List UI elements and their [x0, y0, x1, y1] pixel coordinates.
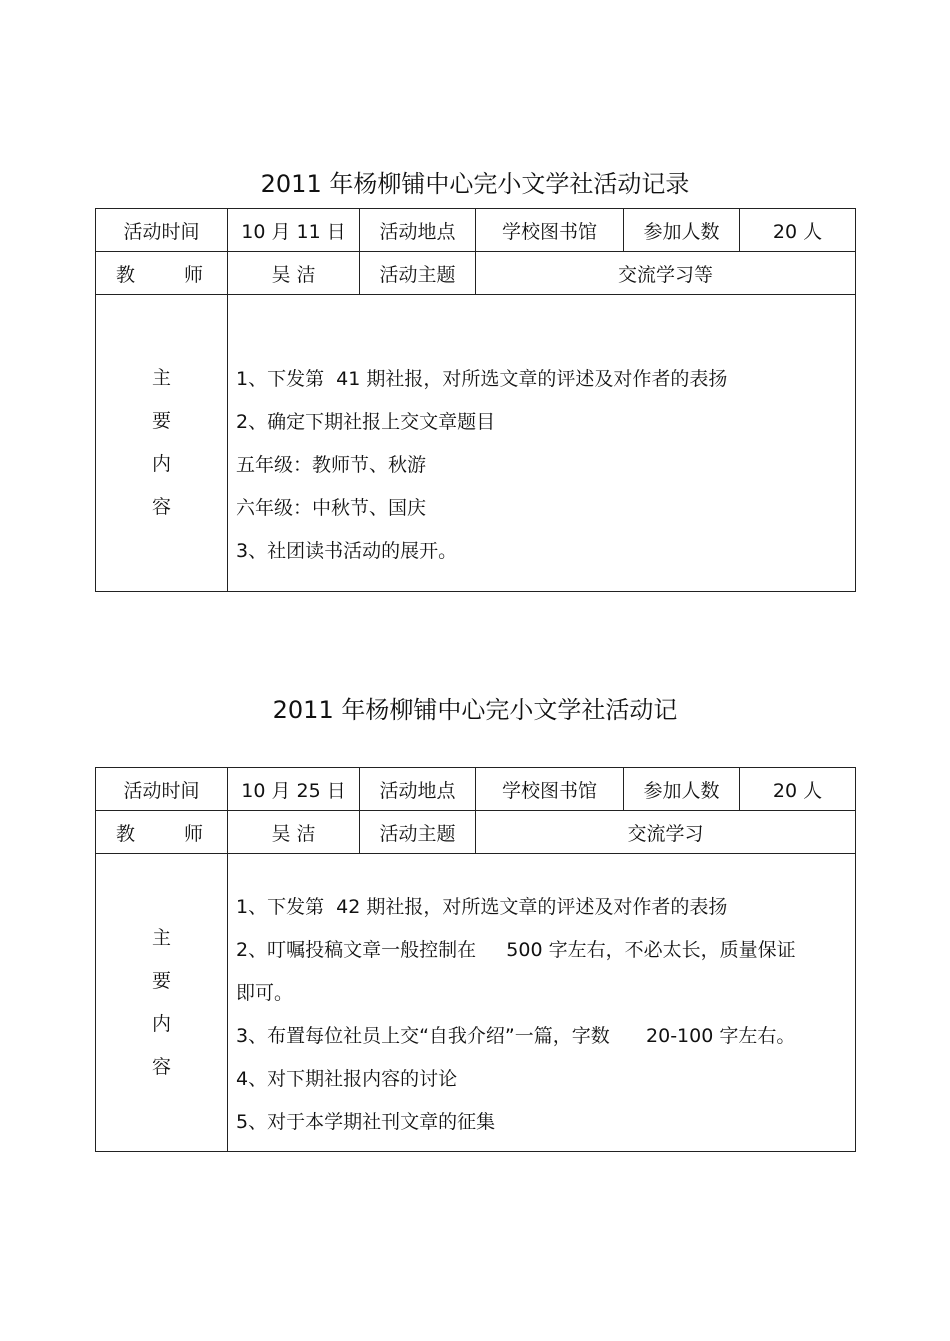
content-label — [96, 295, 228, 592]
content-line: 六年级：中秋节、国庆 — [236, 496, 427, 519]
record-1-teacher-row — [96, 252, 856, 295]
theme-value: 交流学习等 — [476, 252, 856, 295]
record-2-teacher-row — [96, 811, 856, 854]
content-label — [96, 854, 228, 1152]
content-line: 五年级：教师节、秋游 — [236, 453, 427, 476]
content-line: 3、社团读书活动的展开。 — [236, 539, 458, 562]
content-label-text: 主要内容 — [151, 926, 171, 1078]
record-2-content-row — [96, 854, 856, 1152]
record-2-table — [95, 767, 856, 1152]
theme-label: 活动主题 — [360, 811, 476, 854]
time-value: 10 月 11 日 — [228, 209, 360, 252]
teacher-value: 吴 洁 — [228, 252, 360, 295]
count-label: 参加人数 — [624, 768, 740, 811]
content-cell — [228, 295, 856, 592]
teacher-value: 吴 洁 — [228, 811, 360, 854]
record-1-table — [95, 208, 856, 592]
record-1-content-row — [96, 295, 856, 592]
place-value: 学校图书馆 — [476, 209, 624, 252]
place-label: 活动地点 — [360, 209, 476, 252]
theme-value: 交流学习 — [476, 811, 856, 854]
record-1-title: 2011 年杨柳铺中心完小文学社活动记录 — [260, 170, 690, 198]
content-list — [236, 862, 845, 1144]
count-value: 20 人 — [740, 209, 856, 252]
content-line: 1、下发第 42 期社报，对所选文章的评述及对作者的表扬 — [236, 895, 728, 918]
time-label: 活动时间 — [96, 209, 228, 252]
theme-label: 活动主题 — [360, 252, 476, 295]
time-value: 10 月 25 日 — [228, 768, 360, 811]
record-2-info-row — [96, 768, 856, 811]
teacher-label: 教 师 — [96, 252, 228, 295]
content-line: 1、下发第 41 期社报，对所选文章的评述及对作者的表扬 — [236, 367, 728, 390]
place-value: 学校图书馆 — [476, 768, 624, 811]
content-line: 2、叮嘱投稿文章一般控制在 500 字左右，不必太长，质量保证 — [236, 938, 796, 961]
content-line: 3、布置每位社员上交“自我介绍”一篇，字数 20-100 字左右。 — [236, 1024, 796, 1047]
content-list — [236, 314, 845, 573]
content-cell — [228, 854, 856, 1152]
teacher-label: 教 师 — [96, 811, 228, 854]
content-line: 4、对下期社报内容的讨论 — [236, 1067, 458, 1090]
count-value: 20 人 — [740, 768, 856, 811]
content-line: 5、对于本学期社刊文章的征集 — [236, 1110, 496, 1133]
content-line: 即可。 — [236, 981, 294, 1004]
record-2-title: 2011 年杨柳铺中心完小文学社活动记 — [272, 696, 678, 724]
place-label: 活动地点 — [360, 768, 476, 811]
content-label-text: 主要内容 — [151, 367, 171, 518]
time-label: 活动时间 — [96, 768, 228, 811]
content-line: 2、确定下期社报上交文章题目 — [236, 410, 496, 433]
count-label: 参加人数 — [624, 209, 740, 252]
record-1-info-row — [96, 209, 856, 252]
